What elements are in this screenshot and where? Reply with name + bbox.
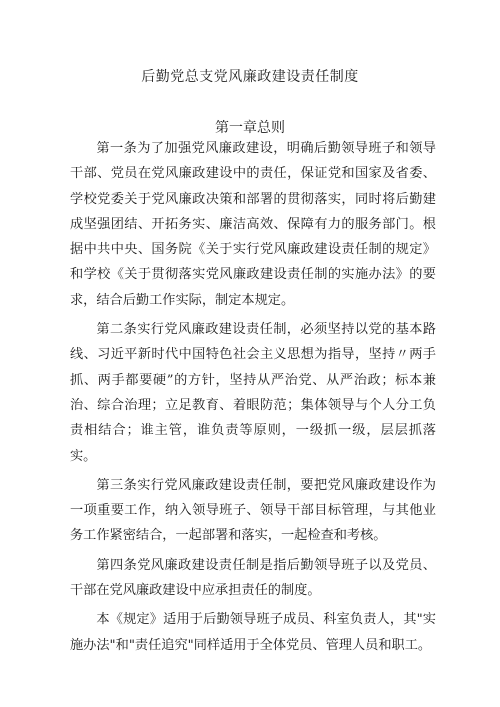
paragraph-article-4: 第四条党风廉政建设责任制是指后勤领导班子以及党员、干部在党风廉政建设中应承担责任的制度。 (70, 557, 436, 599)
paragraph-article-2: 第二条实行党风廉政建设责任制，必须坚持以党的基本路线、习近平新时代中国特色社会主义思想为指导，坚持〃两手抓、两手都要硬”的方针，坚持从严治党、从严治政；标本兼治、综合治理；立足教育、着眼防范；集体领导与个人分工负责相结合；谁主管，谁负责等原则，一级抓一级，层层抓落实。 (70, 322, 436, 464)
paragraph-scope: 本《规定》适用于后勤领导班子成员、科室负责人，其"实施办法"和"责任追究"同样适用于全体党员、管理人员和职工。 (70, 612, 436, 653)
document-body (70, 136, 436, 661)
paragraph-article-1: 第一条为了加强党风廉政建设，明确后勤领导班子和领导干部、党员在党风廉政建设中的责任，保证党和国家及省委、学校党委关于党风廉政决策和部署的贯彻落实，同时将后勤建成坚强团结、开拓务实、廉洁高效、保障有力的服务部门。根据中共中央、国务院《关于实行党风廉政建设责任制的规定》和学校《关于贯彻落实党风廉政建设责任制的实施办法》的要求，结合后勤工作实际，制定本规定。 (70, 141, 436, 308)
document-title: 后勤党总支党风廉政建设责任制度 (141, 69, 359, 85)
paragraph-article-3: 第三条实行党风廉政建设责任制，要把党风廉政建设作为一项重要工作，纳入领导班子、领导干部目标管理，与其他业务工作紧密结合，一起部署和落实，一起检查和考核。 (70, 477, 436, 544)
chapter-heading: 第一章总则 (215, 120, 285, 136)
